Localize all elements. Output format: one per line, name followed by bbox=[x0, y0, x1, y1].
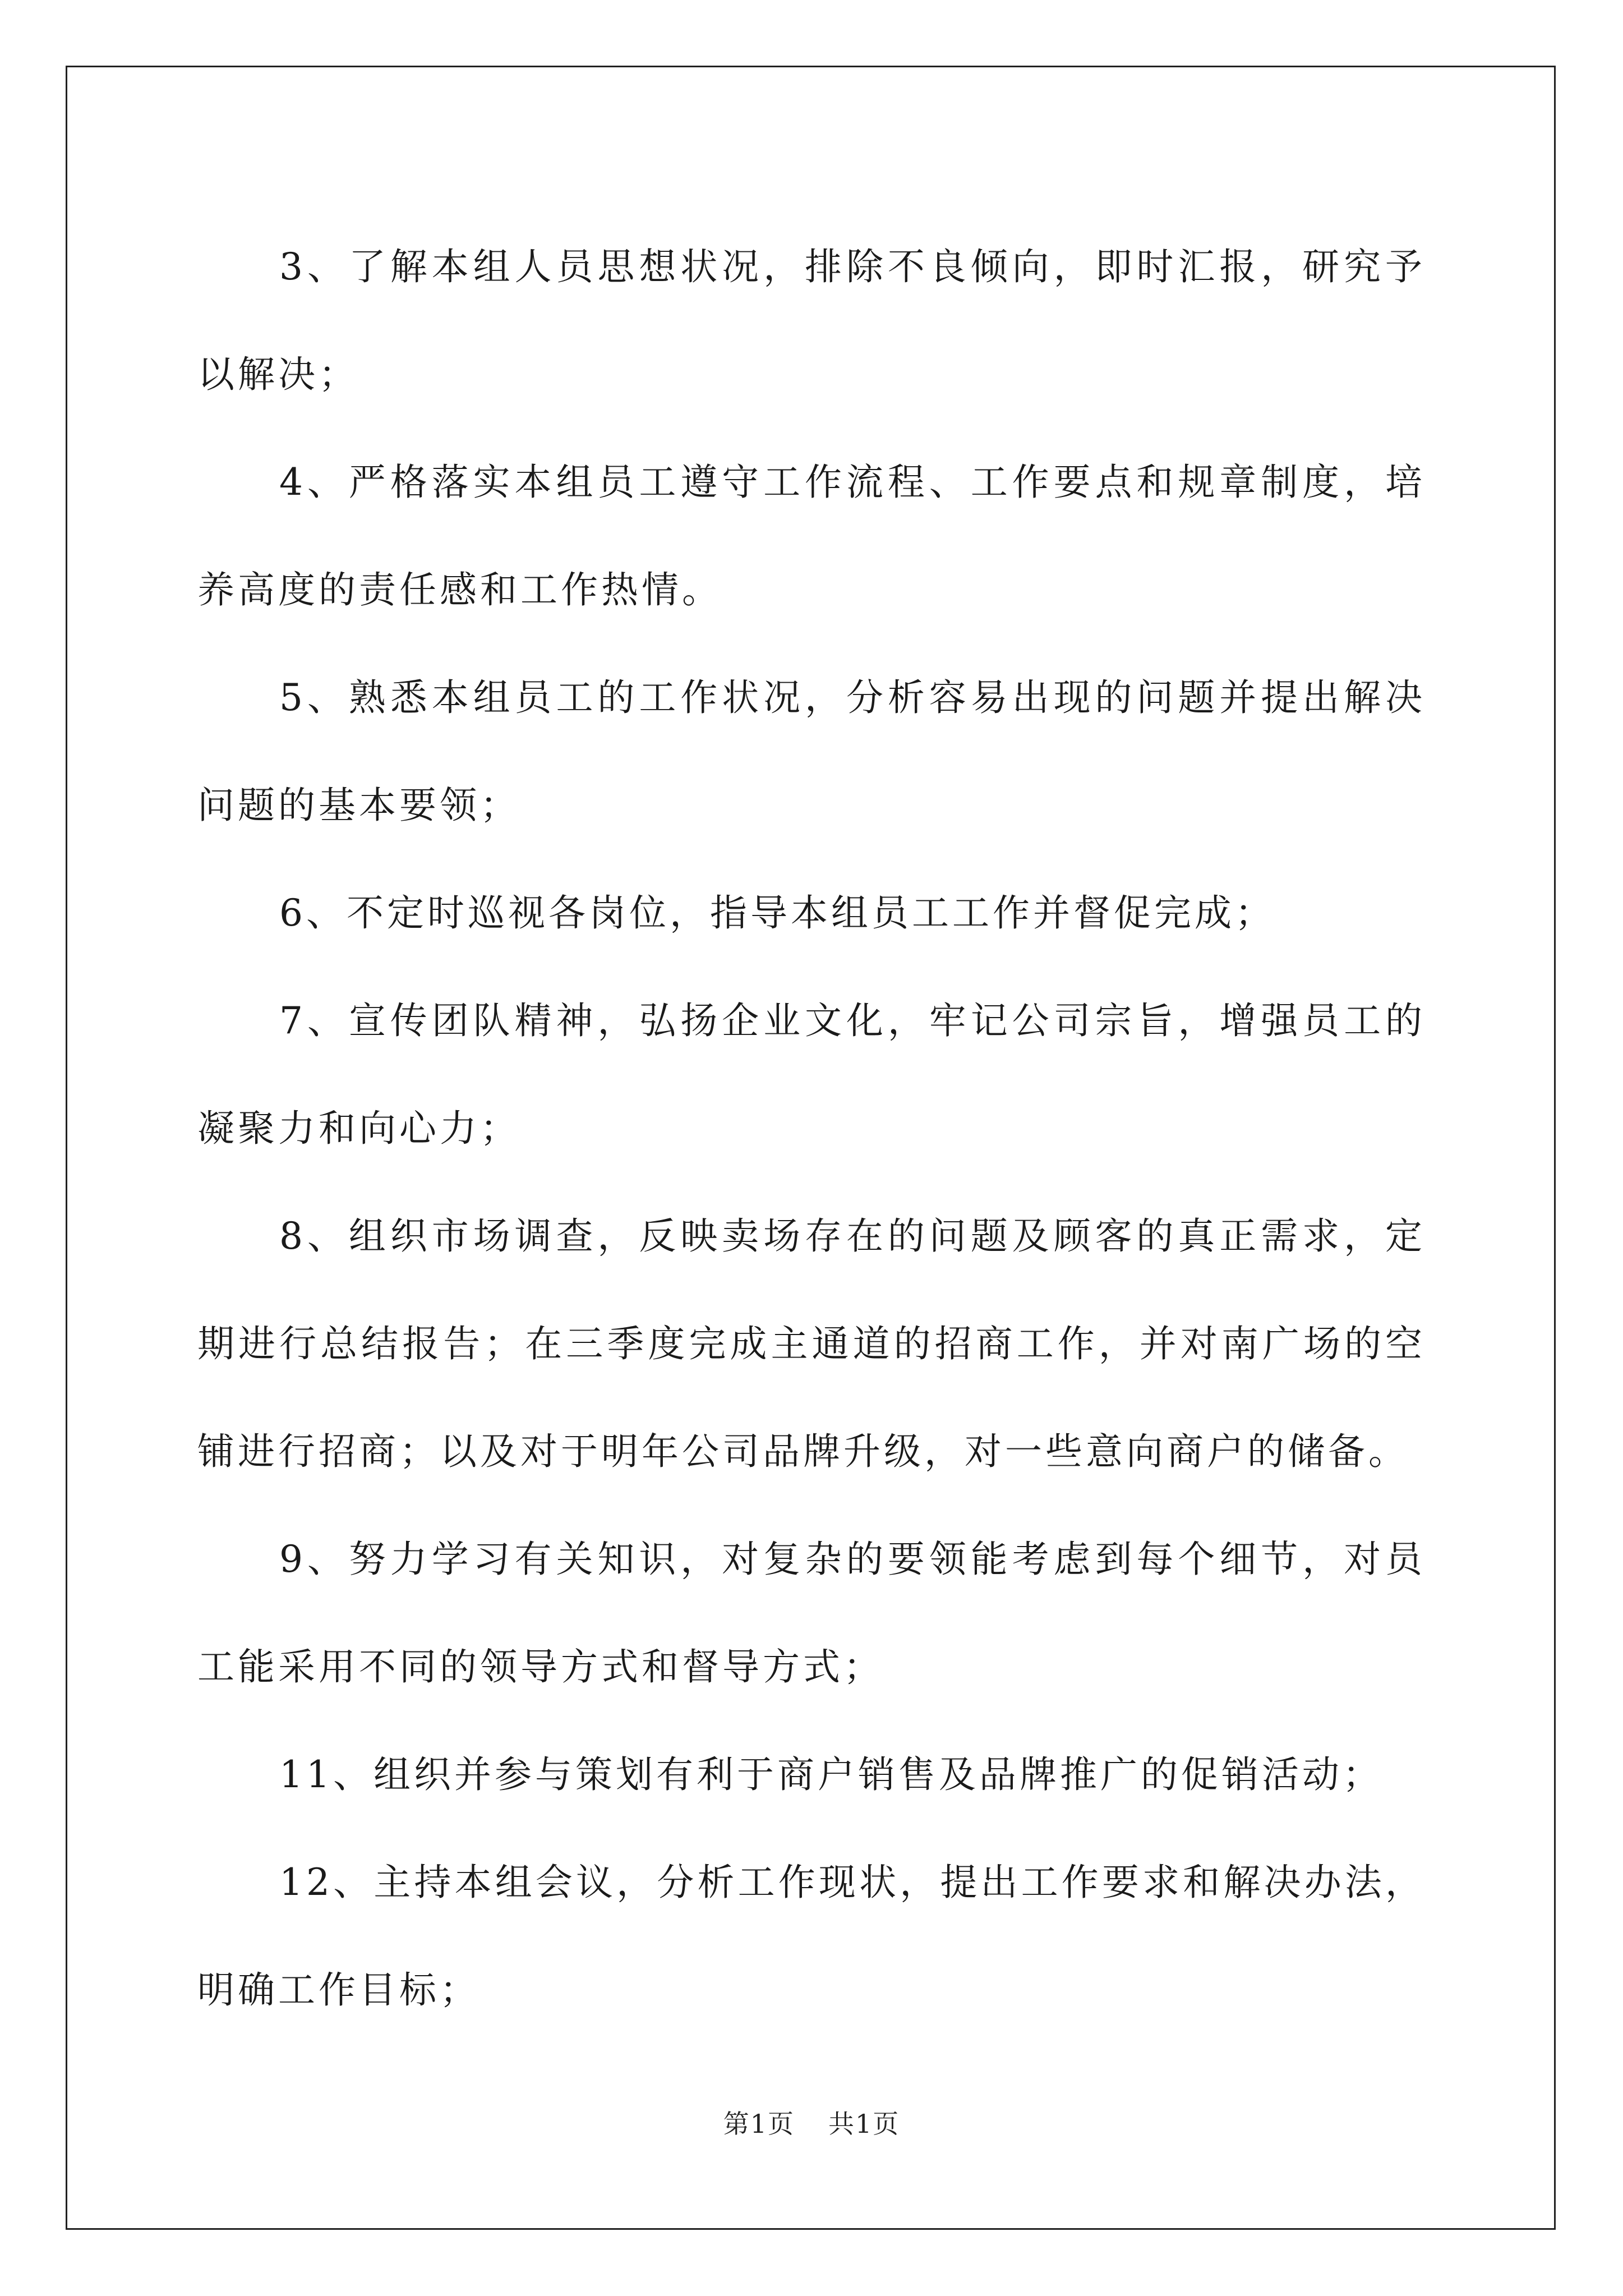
paragraph-item-6: 6、不定时巡视各岗位，指导本组员工工作并督促完成； bbox=[279, 891, 1275, 935]
paragraph-item-9: 9、努力学习有关知识，对复杂的要领能考虑到每个细节，对员工能采用不同的领导方式和督导方式； bbox=[197, 1538, 1426, 1688]
paragraph-item-12: 12、主持本组会议，分析工作现状，提出工作要求和解决办法，明确工作目标； bbox=[197, 1861, 1426, 2012]
paragraph-item-3: 3、了解本组人员思想状况，排除不良倾向，即时汇报，研究予以解决； bbox=[197, 245, 1426, 396]
document-body bbox=[197, 213, 1426, 2044]
page-total: 共1页 bbox=[828, 2109, 900, 2139]
paragraph-item-7: 7、宣传团队精神，弘扬企业文化，牢记公司宗旨，增强员工的凝聚力和向心力； bbox=[197, 999, 1426, 1150]
page-number: 第1页 bbox=[723, 2109, 795, 2139]
page-footer bbox=[0, 2104, 1623, 2141]
paragraph-item-4: 4、严格落实本组员工遵守工作流程、工作要点和规章制度，培养高度的责任感和工作热情。 bbox=[197, 461, 1426, 611]
paragraph-item-8: 8、组织市场调查，反映卖场存在的问题及顾客的真正需求，定期进行总结报告；在三季度完成主通道的招商工作，并对南广场的空铺进行招商；以及对于明年公司品牌升级，对一些意向商户的储备。 bbox=[197, 1214, 1426, 1473]
paragraph-item-5: 5、熟悉本组员工的工作状况，分析容易出现的问题并提出解决问题的基本要领； bbox=[197, 676, 1426, 827]
paragraph-item-11: 11、组织并参与策划有利于商户销售及品牌推广的促销活动； bbox=[279, 1753, 1383, 1796]
